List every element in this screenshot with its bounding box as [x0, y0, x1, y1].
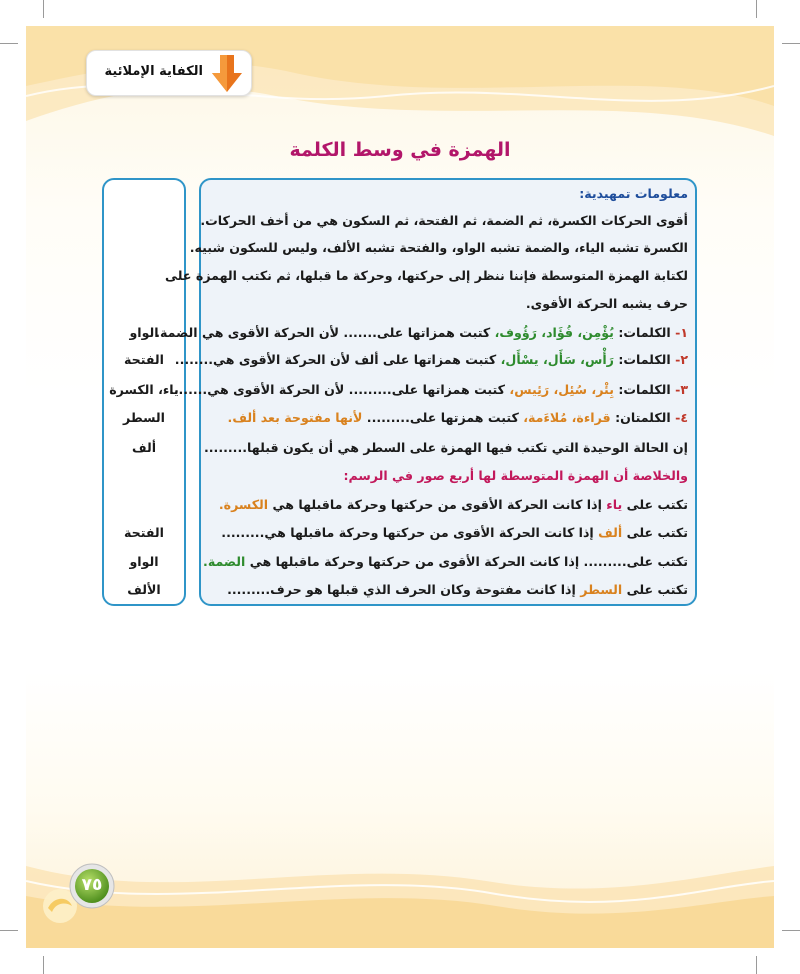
crop-mark: [782, 43, 800, 44]
item-lead: الكلمات:: [618, 382, 671, 397]
summary-highlight: السطر: [580, 582, 623, 597]
item-number: ٣-: [675, 382, 688, 397]
summary-line: [208, 525, 688, 540]
summary-part: إذا كانت الحركة الأقوى من حركتها وحركة ماقبلها هي: [272, 497, 602, 512]
page-number: ٧٥: [81, 875, 103, 895]
decorative-wave-bottom: [26, 826, 774, 948]
summary-part: تكتب على: [626, 497, 688, 512]
item-text: كتبت همزاتها على ألف لأن الحركة الأقوى هي........: [174, 352, 497, 367]
answer-label: الفتحة: [124, 352, 164, 367]
answer-label: السطر: [123, 410, 165, 425]
summary-highlight: الكسرة.: [218, 497, 269, 512]
example-item: [155, 325, 688, 340]
summary-part: تكتب على.........: [583, 554, 688, 569]
item-end: لأن الحركة الأقوى هي الضمة.: [155, 325, 340, 340]
section-header: [86, 50, 252, 96]
item-words: قراءة، مُلاءَمة،: [523, 410, 611, 425]
item-number: ٢-: [675, 352, 688, 367]
item-lead: الكلمات:: [618, 325, 671, 340]
crop-mark: [43, 0, 44, 18]
answer-label: الفتحة: [124, 525, 164, 540]
summary-line: [208, 497, 688, 512]
crop-mark: [756, 0, 757, 18]
example-item: [168, 382, 688, 397]
summary-part: إذا كانت الحركة الأقوى من حركتها وحركة ماقبلها هي: [249, 554, 580, 569]
answer-label: الألف: [127, 582, 161, 597]
text-line: إن الحالة الوحيدة التي تكتب فيها الهمزة على السطر هي أن يكون قبلها.........: [203, 440, 688, 455]
summary-line: [203, 554, 688, 569]
summary-line: [208, 582, 688, 597]
summary-part: تكتب على: [626, 582, 688, 597]
item-number: ١-: [675, 325, 688, 340]
answer-label: ياء، الكسرة: [109, 382, 179, 397]
summary-part: إذا كانت مفتوحة وكان الحرف الذي قبلها هو حرف.........: [227, 582, 576, 597]
item-end: لأن الحركة الأقوى هي........: [168, 382, 345, 397]
answer-label: الواو: [129, 325, 159, 340]
item-lead: الكلمتان:: [615, 410, 671, 425]
item-words: بِئْر، سُئِل، رَئِيس،: [509, 382, 614, 397]
crop-mark: [782, 930, 800, 931]
summary-part: تكتب على: [626, 525, 688, 540]
summary-highlight: ياء: [606, 497, 623, 512]
summary-highlight: ألف: [598, 525, 623, 540]
crop-mark: [43, 956, 44, 974]
page-title: الهمزة في وسط الكلمة: [289, 139, 511, 161]
example-item: [174, 352, 688, 367]
item-text: كتبت همزتها على.........: [366, 410, 519, 425]
section-label: الكفاية الإملائية: [104, 64, 203, 79]
item-lead: الكلمات:: [618, 352, 671, 367]
item-text: كتبت همزاتها على.........: [348, 382, 506, 397]
item-words: رَأْس، سَأَل، يسْأَل،: [500, 352, 614, 367]
text-line: لكتابة الهمزة المتوسطة فإننا ننظر إلى حركتها، وحركة ما قبلها، ثم نكتب الهمزة على: [165, 268, 688, 283]
crop-mark: [0, 43, 18, 44]
item-number: ٤-: [675, 410, 688, 425]
intro-heading: معلومات تمهيدية:: [579, 186, 688, 201]
crop-mark: [756, 956, 757, 974]
item-text: كتبت همزاتها على.......: [343, 325, 491, 340]
arrow-down-icon: [211, 55, 243, 93]
text-line: الكسرة تشبه الياء، والضمة تشبه الواو، والفتحة تشبه الألف، وليس للسكون شبيه.: [189, 240, 688, 255]
summary-part: إذا كانت الحركة الأقوى من حركتها وحركة ماقبلها هي.........: [221, 525, 594, 540]
text-line: حرف يشبه الحركة الأقوى.: [525, 296, 688, 311]
item-end: لأنها مفتوحة بعد ألف.: [227, 410, 363, 425]
example-item: [208, 410, 688, 425]
answer-label: ألف: [131, 440, 157, 455]
summary-highlight: الضمة.: [203, 554, 246, 569]
summary-heading: والخلاصة أن الهمزة المتوسطة لها أربع صور في الرسم:: [343, 468, 688, 483]
answer-label: الواو: [129, 554, 159, 569]
crop-mark: [0, 930, 18, 931]
item-words: يُؤْمِن، فُؤَاد، رَؤُوف،: [494, 325, 614, 340]
text-line: أقوى الحركات الكسرة، ثم الضمة، ثم الفتحة، ثم السكون هي من أخف الحركات.: [200, 213, 688, 228]
